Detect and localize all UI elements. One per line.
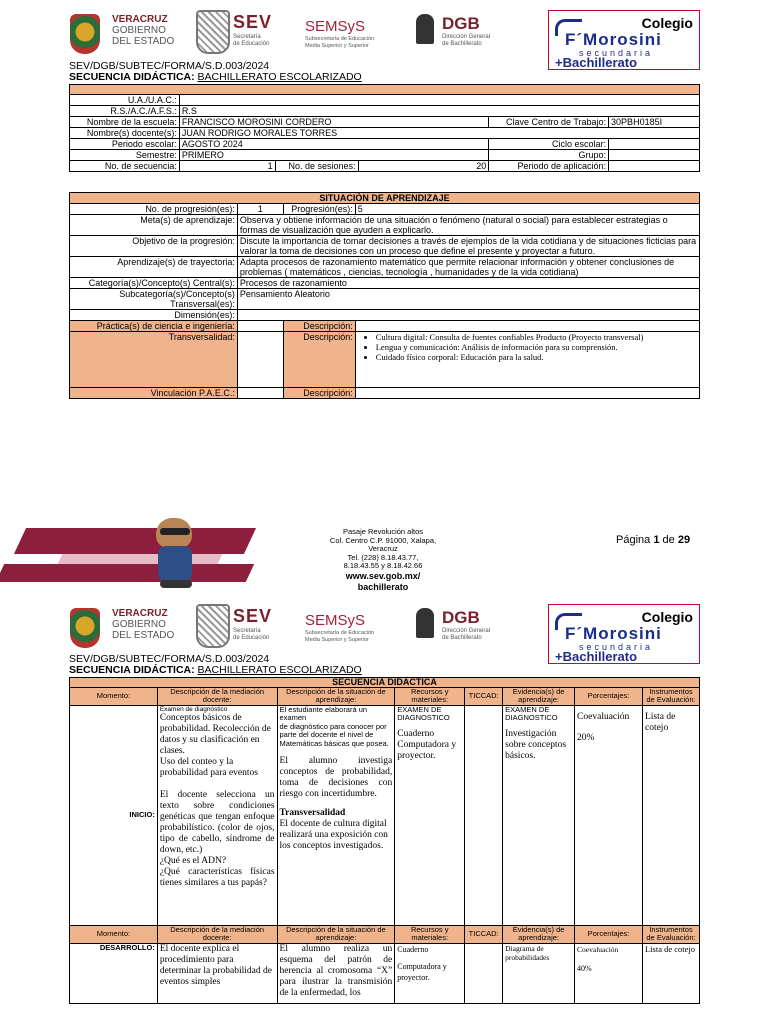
doc-code: SEV/DGB/SUBTEC/FORMA/S.D.003/2024 <box>69 60 270 72</box>
transversality-item: • Cultura digital: Consulta de fuentes confiables Producto (Proyecto transversal) <box>376 332 697 342</box>
semester-value: PRIMERO <box>179 150 488 161</box>
inicio-situation: El estudiante elaborará un examen de diagnóstico para conocer por parte del docente el nivel de Matemáticas básicas que posea. El alumno investiga conceptos de probabilidad, toma de decisiones con riesgo con incertidumbre. Transversalidad El docente de cultura digital realizará una exposición con los conceptos investigados. <box>277 705 395 925</box>
school-label: Nombre de la escuela: <box>70 117 180 128</box>
dgb-subtitle: Dirección General de Bachillerato <box>442 34 491 47</box>
desarrollo-ticcad <box>465 943 503 1003</box>
semester-label: Semestre: <box>70 150 180 161</box>
colegio-name: F´Morosini <box>565 624 662 643</box>
transversality-label: Transversalidad: <box>70 332 238 388</box>
situation-table <box>69 192 700 399</box>
school-value: FRANCISCO MOROSINI CORDERO <box>179 117 488 128</box>
col-header: Instrumentos de Evaluación: <box>642 925 699 943</box>
col-header: Porcentajes: <box>575 687 643 705</box>
situation-title: SITUACIÓN DE APRENDIZAJE <box>70 193 700 204</box>
progression-value: 5 <box>355 204 699 215</box>
practice-label: Práctica(s) de ciencia e ingeniería: <box>70 321 238 332</box>
category-label: Categoría(s)/Concepto(s) Central(s): <box>70 278 238 289</box>
progressions-label: No. de progresión(es): <box>70 204 238 215</box>
col-header: Descripción de la situación de aprendizaje: <box>277 687 395 705</box>
col-header: TICCAD: <box>465 687 503 705</box>
general-info-table <box>69 84 700 172</box>
footer-website[interactable]: www.sev.gob.mx/ bachillerato <box>345 570 421 592</box>
paec-value <box>237 388 283 399</box>
colegio-word: Colegio <box>641 609 693 625</box>
transversality-item: • Lengua y comunicación: Análisis de información para su comprensión. <box>376 342 697 352</box>
doc-header <box>69 61 362 83</box>
teacher-label: Nombre(s) docente(s): <box>70 128 180 139</box>
col-header: Evidencia(s) de aprendizaje: <box>503 925 575 943</box>
dgb-book-icon <box>416 608 434 638</box>
semsys-logo: SEMSyS <box>305 18 366 35</box>
col-header: Recursos y materiales: <box>395 925 465 943</box>
rsa-label: R.S./A.C./A.F.S.: <box>70 106 180 117</box>
veracruz-seal-icon <box>70 14 100 54</box>
col-header: Momento: <box>70 925 158 943</box>
colegio-logo <box>548 10 700 70</box>
sev-subtitle: Secretaría de Educación <box>233 34 270 47</box>
desarrollo-evidence: Diagrama de probabilidades <box>503 943 575 1003</box>
desarrollo-row <box>70 943 700 1003</box>
dgb-book-icon <box>416 14 434 44</box>
inicio-evidence: EXAMEN DE DIAGNOSTICO Investigación sobre conceptos básicos. <box>503 705 575 925</box>
semsys-logo: SEMSyS <box>305 612 366 629</box>
inicio-resources: EXAMEN DE DIAGNOSTICO Cuaderno Computadora y proyector. <box>395 705 465 925</box>
dimension-value <box>237 310 699 321</box>
doc-code: SEV/DGB/SUBTEC/FORMA/S.D.003/2024 <box>69 653 270 665</box>
footer-decorative-band <box>0 520 265 595</box>
goal-value: Observa y obtiene información de una situación o fenómeno (natural o social) para establecer estrategias o formas de visualización que ayuden a explicarlo. <box>237 215 699 236</box>
trajectory-label: Aprendizaje(s) de trayectoria: <box>70 257 238 278</box>
sev-subtitle: Secretaría de Educación <box>233 628 270 641</box>
col-header: Momento: <box>70 687 158 705</box>
moment-desarrollo: DESARROLLO: <box>70 943 158 1003</box>
teacher-value: JUAN RODRIGO MORALES TORRES <box>179 128 699 139</box>
veracruz-seal-icon <box>70 608 100 648</box>
sequence-title: SECUENCIA DIDÁCTICA <box>70 678 700 688</box>
col-header: Descripción de la mediación docente: <box>157 687 277 705</box>
apply-value <box>609 161 700 172</box>
ciclo-label: Ciclo escolar: <box>489 139 609 150</box>
sev-shield-icon <box>196 10 230 54</box>
veracruz-logo-text: VERACRUZ GOBIERNO DEL ESTADO <box>112 14 175 47</box>
group-value <box>609 150 700 161</box>
practice-description-label: Descripción: <box>283 321 355 332</box>
clave-label: Clave Centro de Trabajo: <box>489 117 609 128</box>
rsa-value: R.S <box>179 106 699 117</box>
desarrollo-mediation: El docente explica el procedimiento para determinar la probabilidad de eventos simples <box>157 943 277 1003</box>
transversality-value <box>237 332 283 388</box>
moment-inicio: INICIO: <box>70 705 158 925</box>
colegio-secundaria: secundaria <box>579 642 654 652</box>
paec-description <box>355 388 699 399</box>
colegio-word: Colegio <box>641 15 693 31</box>
inicio-percent: Coevaluación 20% <box>575 705 643 925</box>
col-header: TICCAD: <box>465 925 503 943</box>
inicio-row <box>70 705 700 925</box>
semsys-subtitle: Subsecretaría de Educación Media Superior y Superior <box>305 630 375 643</box>
col-header: Descripción de la mediación docente: <box>157 925 277 943</box>
desarrollo-percent: Coevaluación 40% <box>575 943 643 1003</box>
group-label: Grupo: <box>489 150 609 161</box>
transversality-description <box>355 332 699 388</box>
period-value: AGOSTO 2024 <box>179 139 488 150</box>
col-header: Descripción de la situación de aprendizaje: <box>277 925 395 943</box>
practice-value <box>237 321 283 332</box>
dgb-logo: DGB <box>442 608 480 627</box>
doc-title: SECUENCIA DIDÁCTICA: BACHILLERATO ESCOLARIZADO <box>69 71 362 83</box>
ua-value <box>179 95 699 106</box>
colegio-secundaria: secundaria <box>579 48 654 58</box>
goal-label: Meta(s) de aprendizaje: <box>70 215 238 236</box>
sequence-table <box>69 677 700 1004</box>
sev-logo: SEV <box>233 606 273 626</box>
semsys-subtitle: Subsecretaría de Educación Media Superior y Superior <box>305 36 375 49</box>
objective-label: Objetivo de la progresión: <box>70 236 238 257</box>
ua-label: U.A./U.A.C.: <box>70 95 180 106</box>
col-header: Porcentajes: <box>575 925 643 943</box>
sev-logo: SEV <box>233 12 273 32</box>
mascot-cat-icon <box>148 518 204 590</box>
desarrollo-instrument: Lista de cotejo <box>642 943 699 1003</box>
transversality-description-label: Descripción: <box>283 332 355 388</box>
progressions-value: 1 <box>237 204 283 215</box>
colegio-bachillerato: +Bachillerato <box>555 55 638 70</box>
ciclo-value <box>609 139 700 150</box>
footer-address: Pasaje Revolución altos Col. Centro C.P. 91000, Xalapa, Veracruz Tel. (228) 8.18.43.77, 8.18.43.55 y 8.18.42.66 www.sev.gob.mx/ bachillerato <box>318 528 448 593</box>
category-value: Procesos de razonamiento <box>237 278 699 289</box>
seq-value: 1 <box>179 161 275 172</box>
doc-header-page2 <box>69 654 362 676</box>
sessions-value: 20 <box>358 161 489 172</box>
colegio-bachillerato: +Bachillerato <box>555 649 638 664</box>
clave-value: 30PBH0185I <box>609 117 700 128</box>
desarrollo-situation: El alumno realiza un esquema del patrón de herencia al cromosoma “X” para ilustrar la transmisión de la enfermedad, los <box>277 943 395 1003</box>
dgb-subtitle: Dirección General de Bachillerato <box>442 628 491 641</box>
doc-title: SECUENCIA DIDÁCTICA: BACHILLERATO ESCOLARIZADO <box>69 664 362 676</box>
inicio-mediation: Examen de diagnóstico Conceptos básicos de probabilidad. Recolección de datos y su clasificación en clases. Uso del conteo y la probabilidad para eventos El docente selecciona un texto sobre condiciones genéticas que tengan enfoque probabilístico. (color de ojos, tipo de cabello, síndrome de down, etc.) ¿Qué es el ADN? ¿Qué características físicas tienes similares a tus papás? <box>157 705 277 925</box>
apply-label: Periodo de aplicación: <box>489 161 609 172</box>
page-number: Página 1 de 29 <box>616 534 691 546</box>
col-header: Evidencia(s) de aprendizaje: <box>503 687 575 705</box>
objective-value: Discute la importancia de tomar decisiones a través de ejemplos de la vida cotidiana y de situaciones ficticias para valorar la toma de decisiones con un proceso que define el presente y proyectar a futuro. <box>237 236 699 257</box>
veracruz-logo-text: VERACRUZ GOBIERNO DEL ESTADO <box>112 608 175 641</box>
dgb-logo: DGB <box>442 14 480 33</box>
seq-label: No. de secuencia: <box>70 161 180 172</box>
practice-description <box>355 321 699 332</box>
paec-description-label: Descripción: <box>283 388 355 399</box>
subcategory-value: Pensamiento Aleatorio <box>237 289 699 310</box>
desarrollo-resources: Cuaderno Computadora y proyector. <box>395 943 465 1003</box>
trajectory-value: Adapta procesos de razonamiento matemático que permite relacionar información y obtener conclusiones de problemas ( matemáticos , ciencias, tecnología , humanidades y de la vida cotidiana) <box>237 257 699 278</box>
colegio-logo <box>548 604 700 664</box>
transversality-item: • Cuidado físico corporal: Educación para la salud. <box>376 352 697 362</box>
col-header: Instrumentos de Evaluación: <box>642 687 699 705</box>
paec-label: Vinculación P.A.E.C.: <box>70 388 238 399</box>
subcategory-label: Subcategoría(s)/Concepto(s) Transversal(es): <box>70 289 238 310</box>
dimension-label: Dimensión(es): <box>70 310 238 321</box>
colegio-name: F´Morosini <box>565 30 662 49</box>
progression-label: Progresión(es): <box>283 204 355 215</box>
inicio-instrument: Lista de cotejo <box>642 705 699 925</box>
inicio-ticcad <box>465 705 503 925</box>
sev-shield-icon <box>196 604 230 648</box>
col-header: Recursos y materiales: <box>395 687 465 705</box>
period-label: Periodo escolar: <box>70 139 180 150</box>
sessions-label: No. de sesiones: <box>275 161 358 172</box>
